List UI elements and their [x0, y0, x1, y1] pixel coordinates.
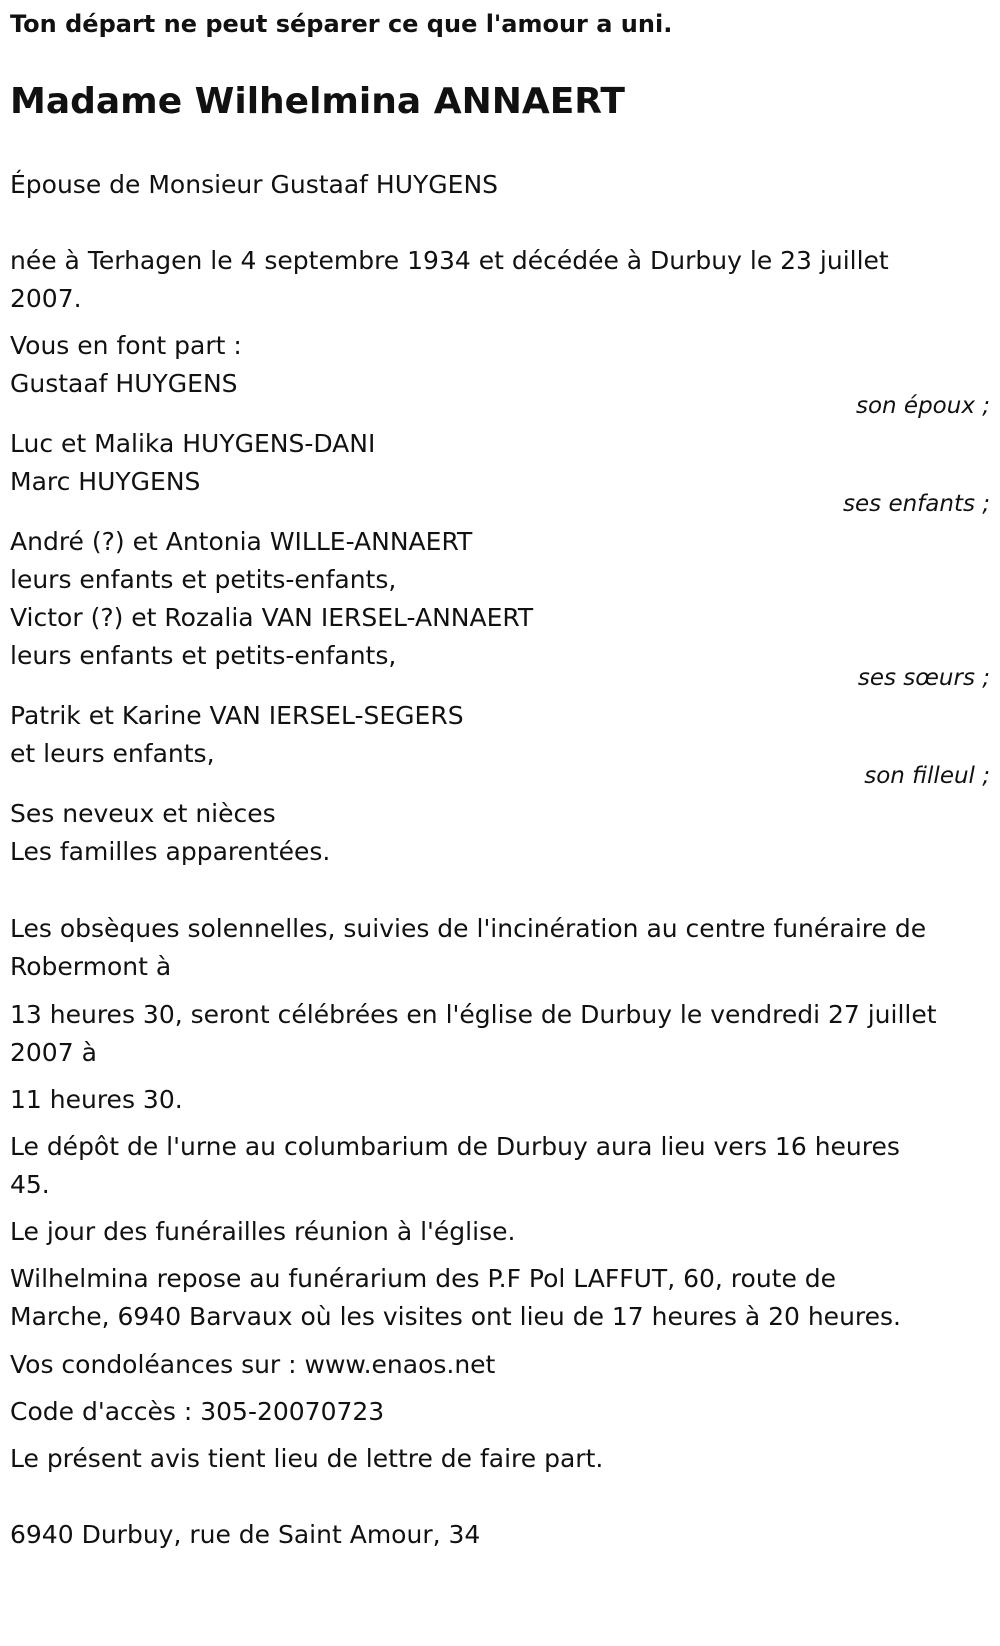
announcers-intro: Vous en font part : [10, 331, 242, 360]
announcer-line: Victor (?) et Rozalia VAN IERSEL-ANNAERT [10, 603, 534, 632]
announcers-closing-line: Les familles apparentées. [10, 837, 331, 866]
relation-label: son filleul ; [864, 763, 990, 789]
birth-death-line-2: 2007. [10, 284, 82, 313]
announcer-line: Patrik et Karine VAN IERSEL-SEGERS [10, 701, 464, 730]
announcer-line: leurs enfants et petits-enfants, [10, 641, 397, 670]
relation-label: son époux ; [855, 393, 990, 419]
announcer-line: et leurs enfants, [10, 739, 215, 768]
address-text: 6940 Durbuy, rue de Saint Amour, 34 [10, 1520, 481, 1549]
ceremony-text: 13 heures 30, seront célébrées en l'église de Durbuy le vendredi 27 juillet [10, 1000, 937, 1029]
announcer-line: Marc HUYGENS [10, 467, 201, 496]
announcer-line: Luc et Malika HUYGENS-DANI [10, 429, 376, 458]
ceremony-text: Les obsèques solennelles, suivies de l'incinération au centre funéraire de [10, 914, 927, 943]
ceremony-text: 45. [10, 1170, 50, 1199]
access-code-text: Code d'accès : 305-20070723 [10, 1397, 385, 1426]
ceremony-text: Le jour des funérailles réunion à l'église. [10, 1217, 516, 1246]
announcer-line: Gustaaf HUYGENS [10, 369, 238, 398]
condolences-text: Vos condoléances sur : www.enaos.net [10, 1350, 496, 1379]
announcer-line: leurs enfants et petits-enfants, [10, 565, 397, 594]
ceremony-text: Wilhelmina repose au funérarium des P.F Pol LAFFUT, 60, route de [10, 1264, 837, 1293]
ceremony-text: Le dépôt de l'urne au columbarium de Durbuy aura lieu vers 16 heures [10, 1132, 900, 1161]
birth-death-line-1: née à Terhagen le 4 septembre 1934 et décédée à Durbuy le 23 juillet [10, 246, 889, 275]
ceremony-text: Marche, 6940 Barvaux où les visites ont lieu de 17 heures à 20 heures. [10, 1302, 901, 1331]
relation-label: ses sœurs ; [857, 665, 990, 691]
motto-text: Ton départ ne peut séparer ce que l'amour a uni. [10, 10, 673, 38]
relation-label: ses enfants ; [843, 491, 990, 517]
notice-text: Le présent avis tient lieu de lettre de faire part. [10, 1444, 604, 1473]
ceremony-text: 2007 à [10, 1038, 97, 1067]
deceased-name: Madame Wilhelmina ANNAERT [10, 81, 625, 122]
announcer-line: André (?) et Antonia WILLE-ANNAERT [10, 527, 473, 556]
announcers-closing-line: Ses neveux et nièces [10, 799, 276, 828]
ceremony-text: Robermont à [10, 952, 172, 981]
ceremony-text: 11 heures 30. [10, 1085, 183, 1114]
spouse-line: Épouse de Monsieur Gustaaf HUYGENS [10, 170, 499, 199]
